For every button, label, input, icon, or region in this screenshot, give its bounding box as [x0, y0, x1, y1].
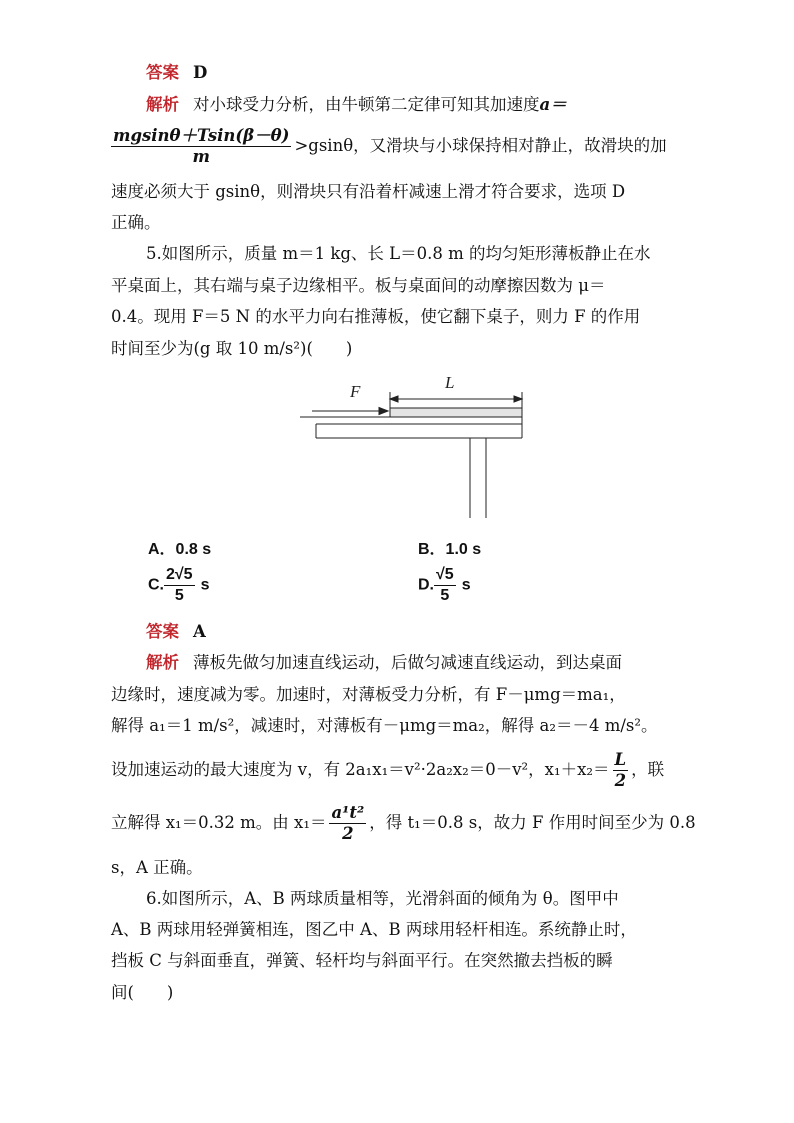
q5-stem-line-3: 0.4。现用 F＝5 N 的水平力向右推薄板，使它翻下桌子，则力 F 的作用 [111, 307, 641, 326]
q5-analysis-line-4 [111, 750, 684, 791]
fraction-numerator: mgsinθ＋Tsin(β－θ) [113, 126, 290, 145]
q6-stem-line-2: A、B 两球用轻弹簧相连，图乙中 A、B 两球用轻杆相连。系统静止时， [111, 920, 637, 939]
option-d-numerator: √5 [434, 565, 456, 586]
option-c-numerator: 2√5 [164, 565, 195, 586]
fraction-denominator: 2 [614, 771, 627, 790]
option-c-unit: s [200, 576, 210, 594]
q4-analysis-line-3: 速度必须大于 gsinθ，则滑块只有沿着杆减速上滑才符合要求，选项 D [111, 182, 626, 201]
answer-value: D [193, 63, 208, 82]
option-c [148, 565, 209, 606]
length-label: L [445, 373, 455, 392]
q5-analysis-line-2: 边缘时，速度减为零。加速时，对薄板受力分析，有 F－μmg＝ma₁， [111, 685, 626, 704]
analysis-text: 设加速运动的最大速度为 v，有 2a₁x₁＝v²·2a₂x₂＝0－v²，x₁＋x₂＝ [111, 760, 610, 779]
q5-stem-line-1: 5.如图所示，质量 m＝1 kg、长 L＝0.8 m 的均匀矩形薄板静止在水 [146, 244, 651, 263]
analysis-label: 解析 [146, 653, 179, 672]
analysis-text: >gsinθ，又滑块与小球保持相对静止，故滑块的加 [294, 136, 667, 155]
dimension-arrow-right [514, 396, 522, 402]
q5-stem-line-2: 平桌面上，其右端与桌子边缘相平。板与桌面间的动摩擦因数为 μ＝ [111, 276, 606, 295]
analysis-label: 解析 [146, 95, 179, 114]
fraction-denominator: 2 [342, 824, 354, 843]
q5-analysis-line-3: 解得 a₁＝1 m/s²，减速时，对薄板有－μmg＝ma₂，解得 a₂＝－4 m/s²。 [111, 716, 658, 735]
q5-analysis-line-6: s，A 正确。 [111, 858, 203, 877]
force-label: F [350, 382, 361, 401]
analysis-text: ，联 [631, 760, 665, 779]
option-a: A．0.8 s [148, 541, 212, 558]
acceleration-eq: a＝ [539, 95, 567, 114]
plank [390, 408, 522, 417]
q5-stem-line-4: 时间至少为(g 取 10 m/s²)( ) [111, 339, 353, 358]
option-d-denominator: 5 [440, 587, 450, 604]
analysis-text: 立解得 x₁＝0.32 m。由 x₁＝ [111, 813, 327, 832]
option-b: B．1.0 s [418, 541, 482, 558]
q5-answer-line [146, 621, 684, 643]
dimension-arrow-left [390, 396, 398, 402]
fraction-denominator: m [192, 147, 210, 166]
q6-stem-line-4: 间( ) [111, 983, 174, 1002]
q4-analysis-line-1 [146, 94, 684, 116]
q5-analysis-line-5 [111, 803, 696, 844]
answer-value: A [193, 622, 206, 641]
analysis-text: ，得 t₁＝0.8 s，故力 F 作用时间至少为 0.8 [369, 813, 696, 832]
q4-analysis-line-2 [111, 126, 684, 167]
option-d-prefix: D. [418, 576, 434, 594]
q6-stem-line-1: 6.如图所示，A、B 两球质量相等，光滑斜面的倾角为 θ。图甲中 [146, 889, 619, 908]
answer-label: 答案 [146, 63, 179, 82]
q6-stem-line-3: 挡板 C 与斜面垂直，弹簧、轻杆均与斜面平行。在突然撤去挡板的瞬 [111, 951, 613, 970]
fraction-numerator: L [614, 750, 627, 769]
option-c-prefix: C. [148, 576, 164, 594]
analysis-text: 薄板先做匀加速直线运动，后做匀减速直线运动，到达桌面 [193, 653, 622, 672]
analysis-text: 对小球受力分析，由牛顿第二定律可知其加速度 [193, 95, 540, 114]
force-arrow-head [379, 408, 388, 415]
option-c-denominator: 5 [174, 587, 184, 604]
option-d [418, 565, 471, 606]
q5-analysis-line-1 [146, 652, 684, 674]
q4-analysis-line-4: 正确。 [111, 213, 161, 232]
option-d-unit: s [461, 576, 471, 594]
acceleration-fraction [111, 126, 291, 167]
plank-table-figure [300, 366, 536, 524]
q4-answer-line [146, 62, 684, 84]
fraction-numerator: a¹t² [331, 803, 365, 822]
answer-label: 答案 [146, 622, 179, 641]
